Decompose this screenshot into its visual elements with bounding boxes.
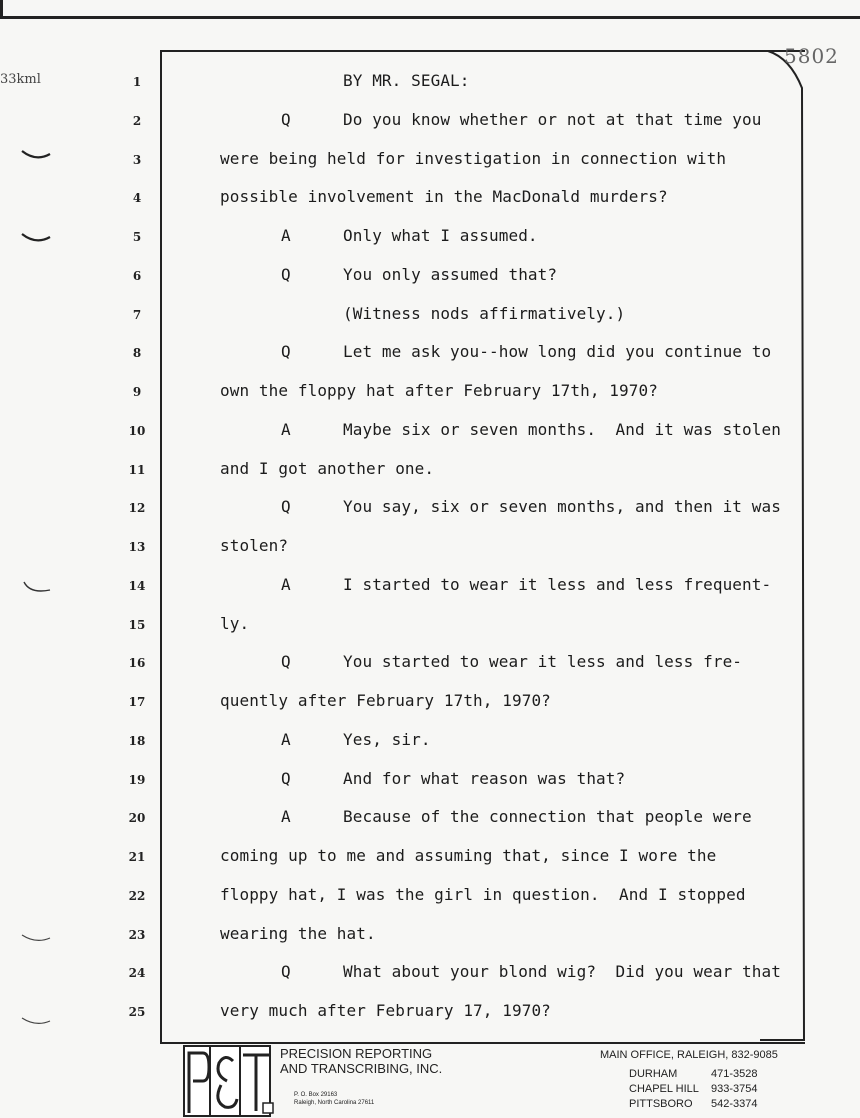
line-number: 7: [132, 307, 142, 322]
speaker-marker: Q: [281, 768, 291, 788]
line-number: 11: [128, 462, 146, 477]
line-text: and I got another one.: [220, 458, 435, 478]
line-number: 14: [128, 578, 146, 593]
line-text: Do you know whether or not at that time you: [343, 109, 762, 129]
line-number: 3: [132, 152, 142, 167]
line-number: 10: [128, 423, 146, 438]
line-text: I started to wear it less and less frequent-: [343, 574, 772, 594]
line-text: Yes, sir.: [343, 729, 431, 749]
margin-mark: [20, 1015, 52, 1029]
line-number: 2: [132, 113, 142, 128]
office-phone: 933-3754: [711, 1083, 758, 1095]
line-number: 24: [128, 966, 146, 981]
line-text: Only what I assumed.: [343, 226, 538, 245]
office-city: CHAPEL HILL: [629, 1083, 699, 1095]
speaker-marker: A: [281, 807, 291, 827]
speaker-marker: Q: [281, 264, 291, 284]
company-line2: AND TRANSCRIBING, INC.: [280, 1061, 443, 1076]
margin-mark: [20, 231, 52, 245]
line-number: 21: [128, 850, 146, 864]
line-text: wearing the hat.: [220, 923, 376, 943]
page-number: 5802: [784, 44, 839, 68]
speaker-marker: Q: [281, 109, 291, 129]
margin-mark: [20, 932, 52, 946]
line-number: 4: [132, 191, 142, 206]
main-office: MAIN OFFICE, RALEIGH, 832-9085: [600, 1049, 778, 1061]
line-text: BY MR. SEGAL:: [343, 71, 470, 90]
company-name: [280, 1046, 442, 1076]
office-row: [629, 1083, 758, 1095]
speaker-marker: Q: [281, 497, 291, 517]
margin-mark: [20, 148, 52, 162]
line-text: And for what reason was that?: [343, 768, 626, 788]
speaker-marker: Q: [281, 962, 291, 982]
line-number: 13: [128, 540, 146, 554]
line-text: very much after February 17, 1970?: [220, 1001, 551, 1020]
line-text: You only assumed that?: [343, 264, 558, 284]
line-number: 1: [132, 75, 142, 89]
speaker-marker: A: [281, 729, 291, 749]
office-row: [629, 1068, 758, 1080]
line-number: 25: [128, 1005, 146, 1019]
margin-mark: [20, 580, 52, 594]
line-text: possible involvement in the MacDonald murders?: [220, 187, 668, 207]
line-text: quently after February 17th, 1970?: [220, 691, 551, 710]
line-number: 19: [128, 772, 146, 787]
line-text: You started to wear it less and less fre-: [343, 652, 743, 672]
line-text: What about your blond wig? Did you wear that: [343, 962, 781, 982]
side-code: 33kml: [0, 72, 41, 87]
address-line1: P. O. Box 29163: [294, 1092, 338, 1098]
office-city: DURHAM: [629, 1068, 678, 1080]
company-address: [294, 1091, 374, 1107]
line-text: Because of the connection that people were: [343, 807, 752, 827]
line-number: 23: [128, 927, 146, 942]
line-text: were being held for investigation in connection with: [220, 148, 727, 168]
office-city: PITTSBORO: [629, 1098, 693, 1110]
office-phone: 542-3374: [711, 1098, 758, 1110]
line-text: ly.: [220, 613, 250, 633]
address-line2: Raleigh, North Carolina 27611: [294, 1100, 375, 1106]
company-line1: PRECISION REPORTING: [280, 1046, 433, 1061]
line-number: 18: [128, 733, 146, 748]
line-text: floppy hat, I was the girl in question. And I stopped: [220, 884, 746, 904]
line-number: 8: [132, 346, 142, 361]
line-text: coming up to me and assuming that, since I wore the: [220, 846, 717, 865]
office-phone: 471-3528: [711, 1068, 758, 1080]
line-number: 15: [128, 617, 146, 632]
line-number: 22: [128, 888, 146, 903]
top-rule: [0, 16, 860, 19]
speaker-marker: Q: [281, 652, 291, 672]
line-text: own the floppy hat after February 17th, 1970?: [220, 381, 658, 400]
line-text: You say, six or seven months, and then it was: [343, 497, 781, 517]
line-text: Maybe six or seven months. And it was stolen: [343, 419, 781, 439]
line-number: 16: [128, 656, 146, 671]
line-number: 20: [128, 811, 146, 826]
line-number: 17: [128, 695, 146, 709]
speaker-marker: A: [281, 574, 291, 594]
line-text: (Witness nods affirmatively.): [343, 303, 626, 323]
company-logo: [183, 1045, 275, 1117]
speaker-marker: A: [281, 226, 291, 245]
speaker-marker: A: [281, 419, 291, 439]
line-number: 9: [132, 385, 142, 399]
line-text: stolen?: [220, 536, 289, 555]
office-row: [629, 1098, 758, 1110]
line-number: 12: [128, 501, 146, 516]
line-number: 6: [132, 268, 142, 283]
line-number: 5: [132, 230, 142, 244]
line-text: Let me ask you--how long did you continue to: [343, 342, 772, 362]
speaker-marker: Q: [281, 342, 291, 362]
